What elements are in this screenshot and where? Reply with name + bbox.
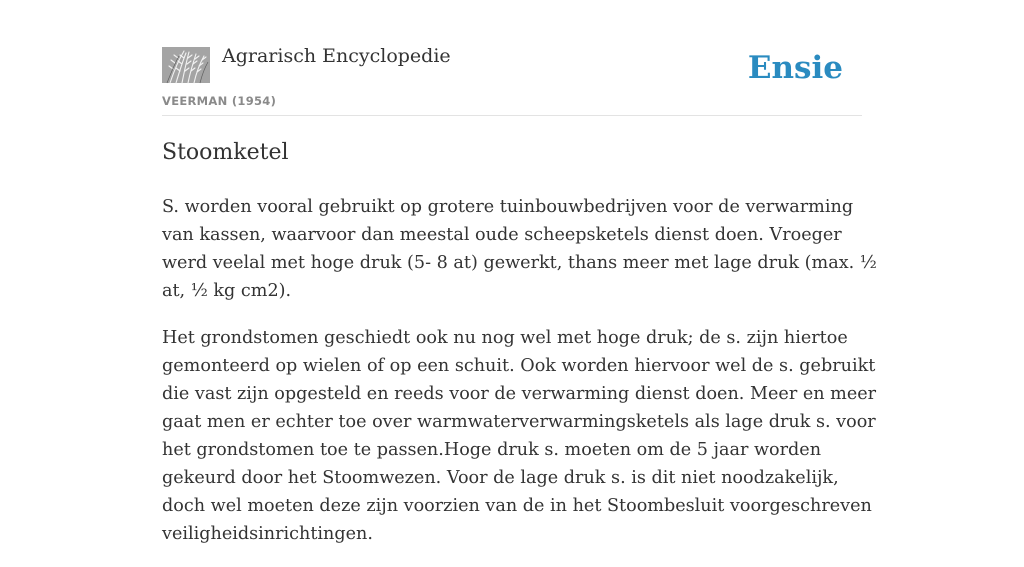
article-paragraph: S. worden vooral gebruikt op grotere tuinbouwbedrijven voor de verwarming van kassen, waarvoor dan meestal oude scheepsketels dienst doen. Vroeger werd veelal met hoge druk (5- 8 at) gewerkt, thans meer met lage druk (max. ½ at, ½ kg cm2). — [162, 197, 877, 301]
source-header — [162, 0, 862, 116]
article-title: Stoomketel — [162, 140, 289, 165]
source-title[interactable]: Agrarisch Encyclopedie — [222, 45, 451, 67]
brand-logo[interactable]: Ensie — [747, 50, 843, 86]
article-paragraph: Het grondstomen geschiedt ook nu nog wel met hoge druk; de s. zijn hiertoe gemonteerd op wielen of op een schuit. Ook worden hiervoor wel de s. gebruikt die vast zijn opgesteld en reeds voor de verwarming dienst doen. Meer en meer gaat men er echter toe over warmwaterverwarmingsketels als lage druk s. voor het grondstomen toe te passen.Hoge druk s. moeten om de 5 jaar worden gekeurd door het Stoomwezen. Voor de lage druk s. is dit niet noodzakelijk, doch wel moeten deze zijn voorzien van de in het Stoombesluit voorgeschreven veiligheidsinrichtingen. — [162, 328, 877, 544]
wheat-icon[interactable] — [162, 47, 210, 83]
article-body — [162, 193, 882, 567]
source-meta: VEERMAN (1954) — [162, 94, 277, 108]
content-container — [162, 0, 877, 544]
